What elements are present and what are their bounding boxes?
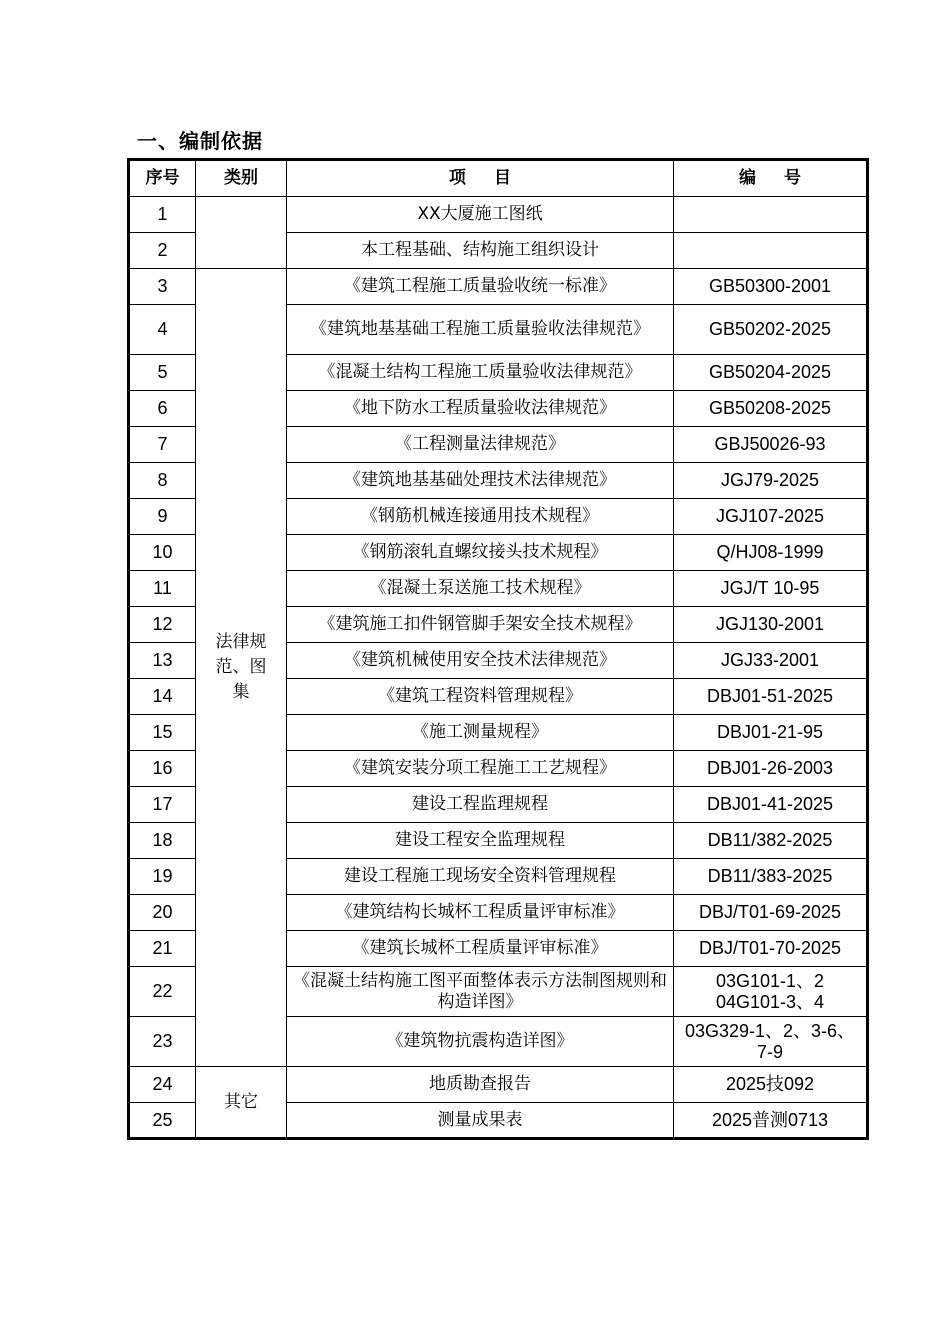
category-cell: 其它	[196, 1067, 287, 1139]
row-item: 本工程基础、结构施工组织设计	[287, 233, 674, 269]
header-item: 项 目	[287, 160, 674, 197]
row-item: 《钢筋滚轧直螺纹接头技术规程》	[287, 535, 674, 571]
row-item: 《建筑安装分项工程施工工艺规程》	[287, 751, 674, 787]
row-item: 《混凝土结构工程施工质量验收法律规范》	[287, 355, 674, 391]
category-cell	[196, 197, 287, 269]
section-title: 一、编制依据	[137, 129, 263, 153]
row-code: JGJ130-2001	[674, 607, 868, 643]
row-code: DBJ01-41-2025	[674, 787, 868, 823]
row-code: GB50204-2025	[674, 355, 868, 391]
row-code: GB50300-2001	[674, 269, 868, 305]
row-item: XX大厦施工图纸	[287, 197, 674, 233]
row-code: DB11/382-2025	[674, 823, 868, 859]
row-item: 《施工测量规程》	[287, 715, 674, 751]
table-row	[129, 269, 868, 305]
row-item: 《混凝土泵送施工技术规程》	[287, 571, 674, 607]
row-code: DBJ/T01-69-2025	[674, 895, 868, 931]
row-item: 《工程测量法律规范》	[287, 427, 674, 463]
row-item: 《混凝土结构施工图平面整体表示方法制图规则和构造详图》	[287, 967, 674, 1017]
row-item: 地质勘查报告	[287, 1067, 674, 1103]
row-number: 1	[129, 197, 196, 233]
row-number: 7	[129, 427, 196, 463]
row-number: 14	[129, 679, 196, 715]
table-row	[129, 197, 868, 233]
row-number: 13	[129, 643, 196, 679]
row-code: JGJ79-2025	[674, 463, 868, 499]
row-number: 25	[129, 1103, 196, 1139]
row-number: 23	[129, 1017, 196, 1067]
row-number: 3	[129, 269, 196, 305]
row-code: GBJ50026-93	[674, 427, 868, 463]
row-item: 《建筑长城杯工程质量评审标准》	[287, 931, 674, 967]
row-number: 17	[129, 787, 196, 823]
row-item: 《建筑结构长城杯工程质量评审标准》	[287, 895, 674, 931]
row-code: 03G329-1、2、3-6、7-9	[674, 1017, 868, 1067]
row-item: 建设工程安全监理规程	[287, 823, 674, 859]
row-code: Q/HJ08-1999	[674, 535, 868, 571]
row-number: 4	[129, 305, 196, 355]
row-item: 《地下防水工程质量验收法律规范》	[287, 391, 674, 427]
row-code: GB50202-2025	[674, 305, 868, 355]
row-number: 8	[129, 463, 196, 499]
row-number: 6	[129, 391, 196, 427]
row-item: 《钢筋机械连接通用技术规程》	[287, 499, 674, 535]
row-number: 11	[129, 571, 196, 607]
category-cell: 法律规范、图集	[196, 269, 287, 1067]
row-item: 建设工程施工现场安全资料管理规程	[287, 859, 674, 895]
row-number: 15	[129, 715, 196, 751]
header-row	[129, 160, 868, 197]
header-code: 编 号	[674, 160, 868, 197]
row-number: 22	[129, 967, 196, 1017]
row-item: 《建筑工程资料管理规程》	[287, 679, 674, 715]
row-number: 24	[129, 1067, 196, 1103]
row-code: JGJ107-2025	[674, 499, 868, 535]
row-number: 19	[129, 859, 196, 895]
row-code	[674, 197, 868, 233]
row-code: DBJ01-26-2003	[674, 751, 868, 787]
row-code: JGJ/T 10-95	[674, 571, 868, 607]
row-number: 2	[129, 233, 196, 269]
row-code: 2025技092	[674, 1067, 868, 1103]
row-number: 21	[129, 931, 196, 967]
row-number: 10	[129, 535, 196, 571]
row-item: 测量成果表	[287, 1103, 674, 1139]
row-code	[674, 233, 868, 269]
row-item: 《建筑工程施工质量验收统一标准》	[287, 269, 674, 305]
row-code: DB11/383-2025	[674, 859, 868, 895]
table-row	[129, 1067, 868, 1103]
row-item: 《建筑地基基础处理技术法律规范》	[287, 463, 674, 499]
row-number: 16	[129, 751, 196, 787]
row-code: DBJ01-51-2025	[674, 679, 868, 715]
row-item: 《建筑施工扣件钢管脚手架安全技术规程》	[287, 607, 674, 643]
row-code: 03G101-1、2 04G101-3、4	[674, 967, 868, 1017]
header-seq: 序号	[129, 160, 196, 197]
row-number: 12	[129, 607, 196, 643]
header-category: 类别	[196, 160, 287, 197]
row-number: 18	[129, 823, 196, 859]
row-item: 《建筑机械使用安全技术法律规范》	[287, 643, 674, 679]
row-number: 9	[129, 499, 196, 535]
row-code: JGJ33-2001	[674, 643, 868, 679]
row-item: 《建筑物抗震构造详图》	[287, 1017, 674, 1067]
row-item: 《建筑地基基础工程施工质量验收法律规范》	[287, 305, 674, 355]
row-code: DBJ/T01-70-2025	[674, 931, 868, 967]
basis-table	[127, 158, 869, 1140]
row-number: 5	[129, 355, 196, 391]
row-item: 建设工程监理规程	[287, 787, 674, 823]
row-code: 2025普测0713	[674, 1103, 868, 1139]
row-number: 20	[129, 895, 196, 931]
row-code: GB50208-2025	[674, 391, 868, 427]
row-code: DBJ01-21-95	[674, 715, 868, 751]
